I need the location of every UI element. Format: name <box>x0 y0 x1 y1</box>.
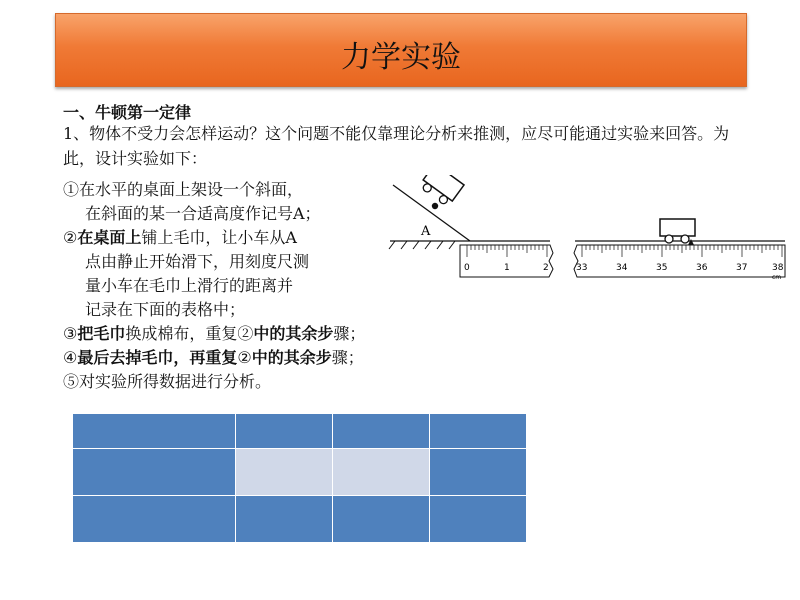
step-1-line-2: 在斜面的某一合适高度作记号A； <box>85 204 321 223</box>
cart-on-incline <box>418 175 464 208</box>
table-cell <box>333 414 430 449</box>
title-banner <box>55 13 747 87</box>
step-4-bold: 最后去掉毛巾，再重复 <box>77 348 238 367</box>
step-2-line-4: 记录在下面的表格中； <box>85 300 246 319</box>
ruler-right-tick-36: 36 <box>696 263 708 273</box>
step-2-text: 铺上毛巾，让小车从A <box>141 228 297 247</box>
table-cell <box>236 414 333 449</box>
marker-dot <box>432 203 438 209</box>
table-cell <box>333 449 430 496</box>
table-cell <box>73 496 236 543</box>
step-4-number: ④ <box>63 348 78 367</box>
table-cell <box>236 496 333 543</box>
data-table <box>72 413 527 543</box>
experiment-figure <box>385 175 790 285</box>
point-a-label: A <box>421 224 431 239</box>
step-3-number: ③ <box>63 324 78 343</box>
table-cell <box>430 449 527 496</box>
table-cell <box>333 496 430 543</box>
step-4 <box>63 346 453 370</box>
table-row <box>73 496 527 543</box>
table-cell <box>73 449 236 496</box>
ruler-right-tick-34: 34 <box>616 263 628 273</box>
step-5: ⑤对实验所得数据进行分析。 <box>63 372 272 391</box>
step-2-number: ② <box>63 228 78 247</box>
table-cell <box>430 496 527 543</box>
step-4-text: ② <box>237 348 252 367</box>
page-title: 力学实验 <box>341 40 461 75</box>
step-3-text: 换成棉布，重复② <box>125 324 254 343</box>
ruler-left-tick-2: 2 <box>543 263 549 273</box>
ruler-right-tick-35: 35 <box>656 263 668 273</box>
step-2-line-2: 点由静止开始滑下，用刻度尺测 <box>85 252 310 271</box>
table-hatch <box>389 241 455 249</box>
ruler-unit-label: cm <box>772 274 782 281</box>
intro-paragraph: 1、物体不受力会怎样运动？这个问题不能仅靠理论分析来推测，应尽可能通过实验来回答。为此，设计实验如下： <box>63 124 730 168</box>
step-3-bold: 把毛巾 <box>77 324 126 343</box>
ruler-left-tick-0: 0 <box>464 263 470 273</box>
table-row <box>73 414 527 449</box>
step-4-end: 骤； <box>331 348 364 367</box>
step-1-line-1: ①在水平的桌面上架设一个斜面， <box>63 180 304 199</box>
ruler-left-tick-1: 1 <box>504 263 510 273</box>
ruler-left <box>460 245 553 277</box>
table-cell <box>73 414 236 449</box>
step-3 <box>63 322 453 346</box>
step-2-bold: 在桌面上 <box>77 228 142 247</box>
ruler-right-tick-37: 37 <box>736 263 748 273</box>
step-4-bold-2: 中的其余步 <box>251 348 332 367</box>
table-cell <box>236 449 333 496</box>
table-cell <box>430 414 527 449</box>
ruler-right-tick-33: 33 <box>576 263 588 273</box>
step-2-line-3: 量小车在毛巾上滑行的距离并 <box>85 276 294 295</box>
step-3-end: 骤； <box>333 324 366 343</box>
table-row <box>73 449 527 496</box>
section-heading: 一、牛顿第一定律 <box>63 103 192 122</box>
ruler-right-tick-38: 38 <box>772 263 784 273</box>
ruler-right <box>574 245 785 281</box>
step-3-bold-2: 中的其余步 <box>253 324 334 343</box>
